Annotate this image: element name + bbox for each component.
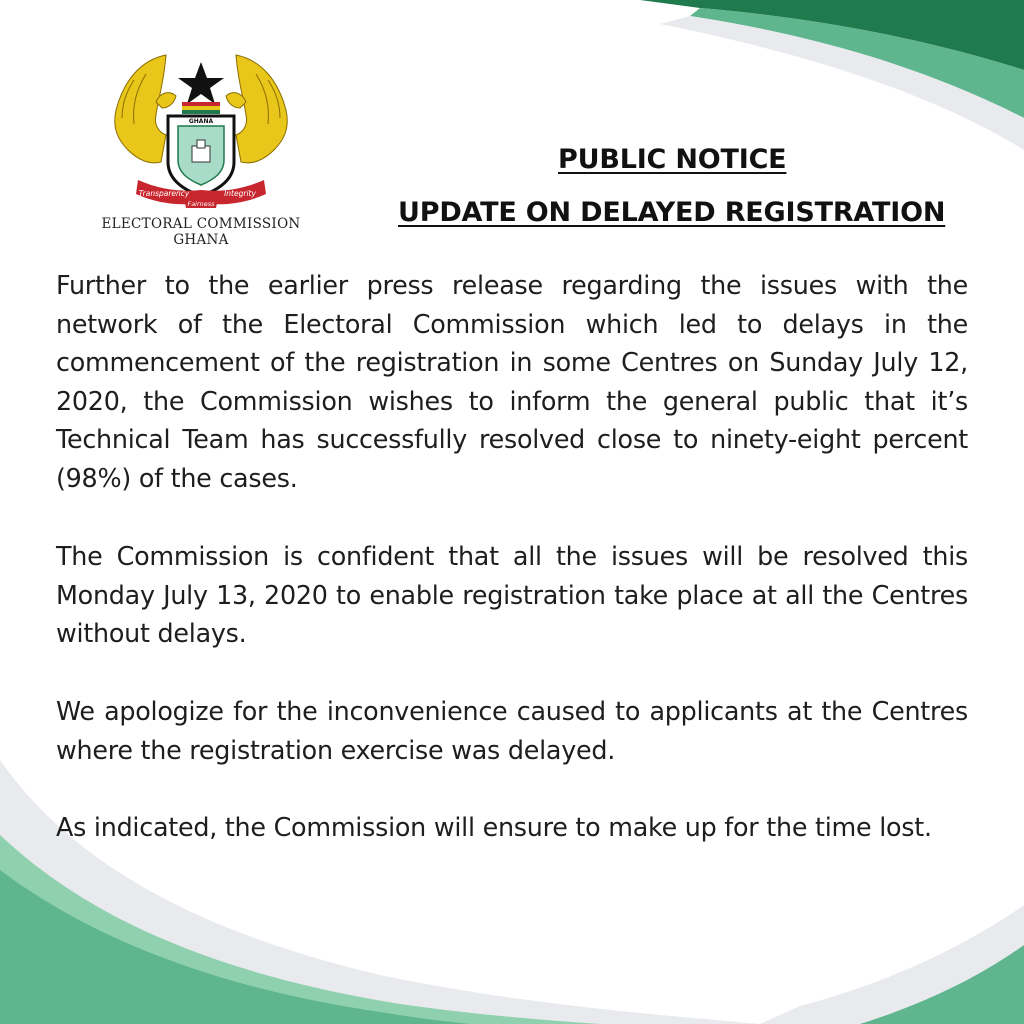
seal-top-text: GHANA xyxy=(188,118,214,125)
ribbon-right-text: Integrity xyxy=(224,189,256,198)
coat-of-arms-emblem xyxy=(106,40,296,212)
ribbon-left-text: Transparency xyxy=(138,189,190,198)
org-name-line1: ELECTORAL COMMISSION xyxy=(101,216,301,232)
black-star-icon xyxy=(178,62,224,104)
notice-paragraph-1: Further to the earlier press release regarding the issues with the network of the Electoral Commission which led to delays in the commencement of the registration in some Centres on Sunday July 12, 2020, the Commission wishes to inform the general public that it’s Technical Team has successfully resolved close to ninety-eight percent (98%) of the cases. xyxy=(56,270,968,493)
ribbon-bottom-text: Fairness xyxy=(187,200,215,208)
notice-paragraph-3: We apologize for the inconvenience caused to applicants at the Centres where the registration exercise was delayed. xyxy=(56,696,968,765)
org-name-line2: GHANA xyxy=(173,232,229,248)
notice-paragraph-2: The Commission is confident that all the issues will be resolved this Monday July 13, 2020 to enable registration take place at all the Centres without delays. xyxy=(56,541,968,649)
notice-paragraph-4: As indicated, the Commission will ensure to make up for the time lost. xyxy=(56,812,932,842)
shield-icon xyxy=(168,116,234,196)
notice-subtitle: UPDATE ON DELAYED REGISTRATION xyxy=(398,197,946,228)
notice-title: PUBLIC NOTICE xyxy=(558,144,787,175)
electoral-commission-logo xyxy=(88,40,314,250)
